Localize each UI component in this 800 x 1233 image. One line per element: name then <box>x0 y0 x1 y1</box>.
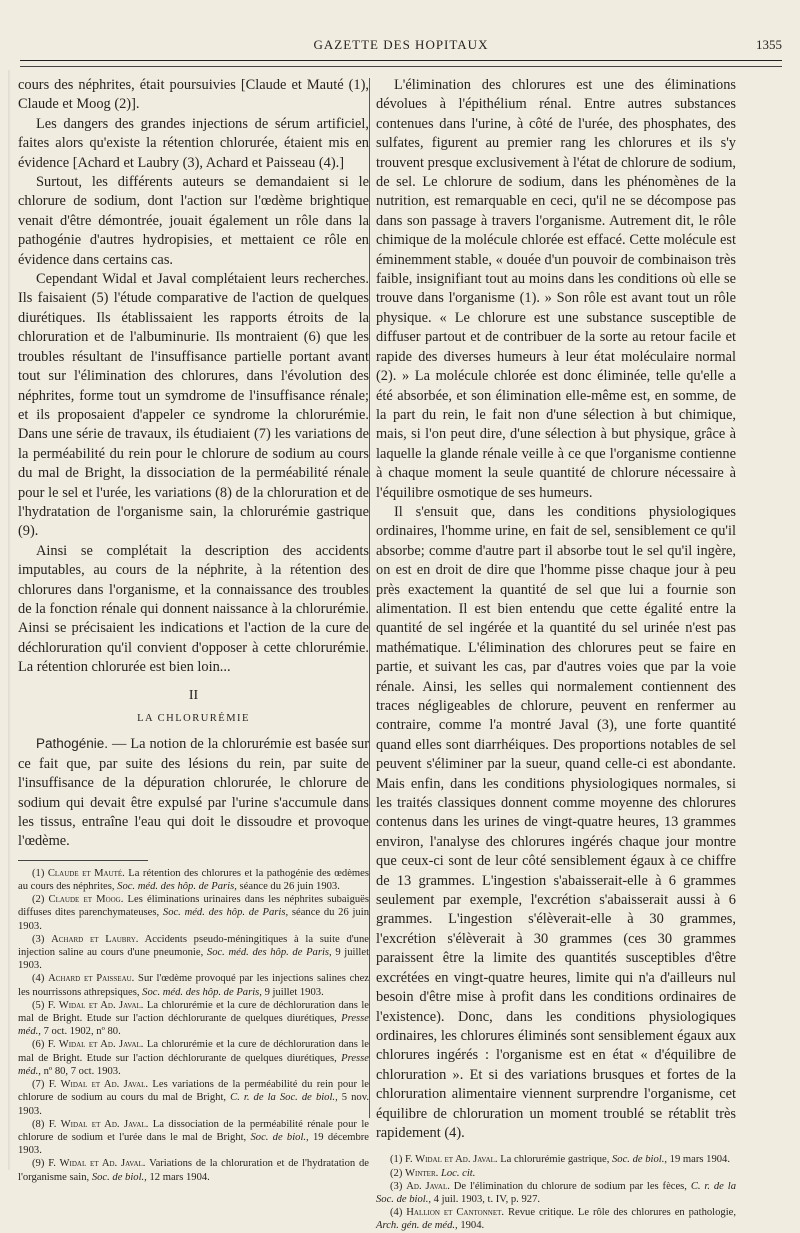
footnote-author: Claude et Moog. <box>48 894 124 906</box>
footnote-tail: 7 oct. 1902, nº 80. <box>40 1026 121 1038</box>
footnote-tail: 9 juillet 1903. <box>18 947 370 972</box>
footnote <box>18 867 369 893</box>
left-column <box>18 76 369 1184</box>
footnote-tail: 19 décembre 1903. <box>18 1131 369 1157</box>
footnote-text: Les éliminations urinaires dans les néphrites subaiguës diffuses dites parenchymateuses, <box>18 894 369 919</box>
footnote-num: (8) <box>32 1118 49 1130</box>
footnote-source: C. r. de la Soc. de biol., <box>376 1180 736 1205</box>
footnote-text: Accidents pseudo-méningitiques à la suite d'une injection saline au cours d'une pneumonie, <box>18 933 369 959</box>
footnote-source: Soc. méd. des hôp. de Paris, <box>206 947 332 959</box>
paragraph: Les dangers des grandes injections de sérum artificiel, faites alors qu'existe la rétention chlorurée, étaient mis en évidence [Achard et Laubry (3), Achard et Paisseau (4).] <box>18 115 369 171</box>
footnote-num: (6) <box>32 1039 48 1051</box>
footnote-tail: séance du 26 juin 1903. <box>236 881 340 893</box>
footnote-source: Soc. de biol., <box>612 1154 668 1166</box>
paragraph: L'élimination des chlorures est une des éliminations dévolues à l'épithélium rénal. Entre autres substances contenues dans l'urine, à côté de l'urée, des phosphates, des sulfates, figurent au premier rang les chlorures et ils s'y trouvent presque exclusivement à l'état de chlorure de sodium, de sel. Le chlorure de sodium, dans les phénomènes de la nutrition, est remarquable en ceci, qu'il ne se décompose pas dans son passage à travers l'organisme. Autrement dit, le rôle chimique de la molécule chlorée est effacé. Cette molécule est éminemment stable, « douée d'un pouvoir de combinaison très faible, insignifiant tout au moins dans les conditions où elle se trouve dans l'organisme (1). » Son rôle est avant tout un rôle physique. « Le chlorure est une substance susceptible de diffuser partout et de contribuer de la sorte au retour facile et rapide des diverses humeurs à leur état moléculaire normal (2). » La molécule chlorée est donc éliminée, telle qu'elle a été absorbée, et son élimination elle-même est, en somme, de la part du rein, le fait non d'une sélection à but chimique, mais, si l'on peut dire, d'une sélection à but physique, grâce à laquelle la glande rénale veille à ce que l'organisme contienne à chaque moment la seule quantité de chlorure nécessaire à l'équilibre osmotique de ses humeurs. <box>376 77 736 501</box>
footnote-text: La chlorurémie gastrique, <box>497 1154 612 1166</box>
footnote-text: Les variations de la perméabilité du rein pour le chlorure de sodium au cours du mal de Bright, <box>18 1079 369 1104</box>
footnote-source: Presse méd., <box>18 1013 369 1038</box>
header-rule-thin <box>20 66 782 67</box>
footnote-num: (3) <box>390 1180 407 1192</box>
footnote-author: F. Widal et Ad. Javal. <box>48 1079 149 1091</box>
footnote-num: (5) <box>32 999 48 1011</box>
paragraph: Cependant Widal et Javal complétaient leurs recherches. Ils faisaient (5) l'étude comparative de l'action de quelques diurétiques. Ils établissaient les rapports étroits de la chloruration et de l'albuminurie. Ils montraient (6) que les troubles résultant de l'insuffisance partielle portant avant tout sur l'élimination des chlorures, dans l'évolution des néphrites, forme tout un symdrome de l'insuffisance rénale; et ils proposaient d'appeler ce syndrome la chlorurémie. Dans une série de travaux, ils étudiaient (7) les variations de la perméabilité du rein pour le chlorure de sodium au cours du mal de Bright, la dissociation de la perméabilité rénale pour le sel et l'urée, les variations (8) de la chloruration et de l'hydratation de l'organisme sain, la chlorurémie gastrique (9). <box>18 271 369 540</box>
footnotes-right <box>376 1153 736 1232</box>
footnote-tail: 12 mars 1904. <box>146 1171 210 1183</box>
footnote-tail: 9 juillet 1903. <box>261 986 324 998</box>
footnote-text: Variations de la chloruration et de l'hydratation de l'organisme sain, <box>18 1158 369 1183</box>
footnote-author: Achard et Paisseau. <box>48 973 135 985</box>
footnote <box>376 1167 736 1180</box>
footnote-source: Soc. de biol., <box>91 1171 147 1183</box>
footnote-text: La chlorurémie et la cure de déchloruration dans le mal de Bright. Etude sur l'action déchlorurante de quelques diurétiques, <box>18 1039 369 1064</box>
footnote-num: (1) <box>390 1154 406 1166</box>
paragraph: cours des néphrites, était poursuivies [Claude et Mauté (1), Claude et Moog (2)]. <box>18 77 369 113</box>
footnote-text: Revue critique. Le rôle des chlorures en pathologie, <box>504 1207 736 1219</box>
footnote-num: (7) <box>32 1079 49 1091</box>
footnote <box>18 999 369 1039</box>
footnote-source: Loc. cit. <box>440 1167 476 1179</box>
footnote-source: Presse méd., <box>18 1052 369 1077</box>
paragraph: Surtout, les différents auteurs se demandaient si le chlorure de sodium, dont l'action sur l'œdème brightique venait d'être démontrée, jouait également un rôle dans la pathogénie d'autres hydropisies, et mettaient ce rôle en évidence dans certains cas. <box>18 174 369 268</box>
footnote-text: De l'élimination du chlorure de sodium par les fèces, <box>449 1180 691 1192</box>
footnote <box>18 972 369 998</box>
footnote <box>18 1038 369 1078</box>
footnote-author: Achard et Laubry. <box>51 933 139 945</box>
paragraph-body: — La notion de la chlorurémie est basée sur ce fait que, par suite des lésions du rein, par suite de l'insuffisance de la dépuration chlorurée, le chlorure de sodium qui devait être expulsé par l'urine s'accumule dans les tissus, entraîne l'eau qui doit le dissoudre et provoque l'œdème. <box>18 736 369 850</box>
footnote <box>18 1118 369 1158</box>
footnote-author: Ad. Javal. <box>406 1180 450 1192</box>
footnote-num: (1) <box>32 867 48 879</box>
footnote-source: C. r. de la Soc. de biol., <box>230 1092 338 1104</box>
paragraph <box>18 734 369 851</box>
footnote-tail: 4 juil. 1903, t. IV, p. 927. <box>431 1193 541 1205</box>
page-number: 1355 <box>756 37 782 52</box>
footnote-author: Hallion et Cantonnet. <box>406 1207 505 1219</box>
paragraph: Il s'ensuit que, dans les conditions physiologiques ordinaires, l'homme urine, en fait de sel, sensiblement ce qu'il absorbe; comme d'autre part il absorbe tout le sel qu'il ingère, on est en droit de dire que l'homme pisse chaque jour à peu près exactement la quantité de sel que lui a fournie son alimentation. Il est bien entendu que cette égalité entre la quantité de sel ingérée et la quantité du sel urinée n'est pas mathématique. L'élimination des chlorures peut se faire en partie, et suivant les cas, par d'autres voies que par la voie rénale. Ainsi, les selles qui normalement contiennent des traces négligeables de chlorure, peuvent en renfermer au contraire, comme l'a montré Javal (3), une forte quantité quand elles sont diarrhéiques. Des proportions notables de sel peuvent s'éliminer par la sueur, quand celle-ci est abondante. Mais enfin, dans les conditions physiologiques normales, si les traités classiques donnent comme moyenne des chlorures contenus dans les urines de vingt-quatre heures, 13 grammes environ, l'analyse des chlorures ingérés chaque jour montre que ceux-ci sont de leur côté sensiblement égaux à ce chiffre de 13 grammes. L'ingestion s'abaisserait-elle à 6 grammes seulement par exemple, l'excrétion s'abaisserait aussi à 6 grammes. L'ingestion s'élèverait-elle à 30 grammes, l'excrétion s'élèverait à 30 grammes (ces 30 grammes paraissent être la limite des quantités susceptibles d'être excrétées en vingt-quatre heures, limite qui n'a d'ailleurs nul besoin d'être mise à profit dans les conditions ordinaires de l'existence). Donc, dans les conditions physiologiques ordinaires, les chlorures éliminés sont sensiblement égaux aux chlorures ingérés : l'organisme est en état « d'équilibre de chloruration ». Et si des variations brusques et fortes de la chloruration alimentaire viennent surprendre l'organisme, cet équilibre de chloruration un moment troublé se rétablit très rapidement (4). <box>376 503 736 1141</box>
footnote-num: (4) <box>32 973 49 985</box>
footnote-tail: séance du 26 juin 1903. <box>18 907 369 932</box>
section-number: II <box>188 687 199 703</box>
footnote-author: Claude et Mauté. <box>47 867 125 879</box>
footnote-text: Sur l'œdème provoqué par les injections salines chez les nourrissons athrepsiques, <box>18 973 369 998</box>
footnote-num: (2) <box>390 1167 406 1179</box>
footnote-tail: 1904. <box>457 1220 485 1232</box>
footnote <box>18 893 369 933</box>
footnote <box>18 1078 369 1118</box>
footnote-tail: 19 mars 1904. <box>667 1154 730 1166</box>
header-rule-thick <box>20 60 782 61</box>
right-column <box>376 76 736 1233</box>
footnote-text: La chlorurémie et la cure de déchloruration dans le mal de Bright. Etude sur l'action déchlorurante de quelques diurétiques, <box>18 999 369 1025</box>
footnote-num: (3) <box>32 933 52 945</box>
footnote-source: Arch. gén. de méd., <box>376 1220 458 1232</box>
footnote <box>376 1206 736 1232</box>
footnote-num: (9) <box>32 1158 49 1170</box>
footnote-num: (2) <box>32 894 49 906</box>
footnote-source: Soc. méd. des hôp. de Paris, <box>162 907 289 919</box>
page-header <box>20 37 782 57</box>
footnote-author: F. Widal et Ad. Javal. <box>48 1118 149 1130</box>
footnote-tail: 5 nov. 1903. <box>18 1092 369 1117</box>
footnote <box>376 1180 736 1206</box>
footnote-author: F. Widal et Ad. Javal. <box>405 1154 498 1166</box>
footnote-source: Soc. méd. des hôp. de Paris, <box>142 986 262 998</box>
footnote-author: Winter. <box>405 1167 439 1179</box>
journal-title: GAZETTE DES HOPITAUX <box>313 37 489 52</box>
page-fold-shadow <box>8 70 11 1170</box>
footnote-author: F. Widal et Ad. Javal. <box>48 1158 146 1170</box>
paragraph-lead: Pathogénie. <box>36 736 109 752</box>
footnote-source: Soc. de biol., <box>250 1131 309 1143</box>
column-divider <box>369 78 370 1118</box>
footnote-text: La dissociation de la perméabilité rénale pour le chlorure de sodium et l'urée dans le mal de Bright, <box>18 1118 369 1143</box>
footnote-tail: nº 80, 7 oct. 1903. <box>40 1065 121 1077</box>
footnote-author: F. Widal et Ad. Javal. <box>47 999 144 1011</box>
footnote <box>376 1153 736 1166</box>
footnote-num: (4) <box>390 1207 407 1219</box>
footnote-source: Soc. méd. des hôp. de Paris, <box>117 881 237 893</box>
footnotes-left <box>18 867 369 1184</box>
footnote <box>18 1157 369 1183</box>
footnote-author: F. Widal et Ad. Javal. <box>47 1039 144 1051</box>
footnote <box>18 933 369 973</box>
footnote-text: La rétention des chlorures et la pathogénie des œdèmes au cours des néphrites, <box>18 867 369 893</box>
section-title: LA CHLORURÉMIE <box>137 713 250 724</box>
paragraph: Ainsi se complétait la description des accidents imputables, au cours de la néphrite, à la rétention des chlorures dans l'organisme, et la connaissance des troubles de la fonction rénale qui donnent naissance à la chlorurémie. Ainsi se précisaient les indications et l'action de la cure de déchloruration qu'il convient d'opposer à cette chlorurémie. La rétention chlorurée est bien loin... <box>18 542 369 676</box>
footnote-rule <box>18 860 148 861</box>
